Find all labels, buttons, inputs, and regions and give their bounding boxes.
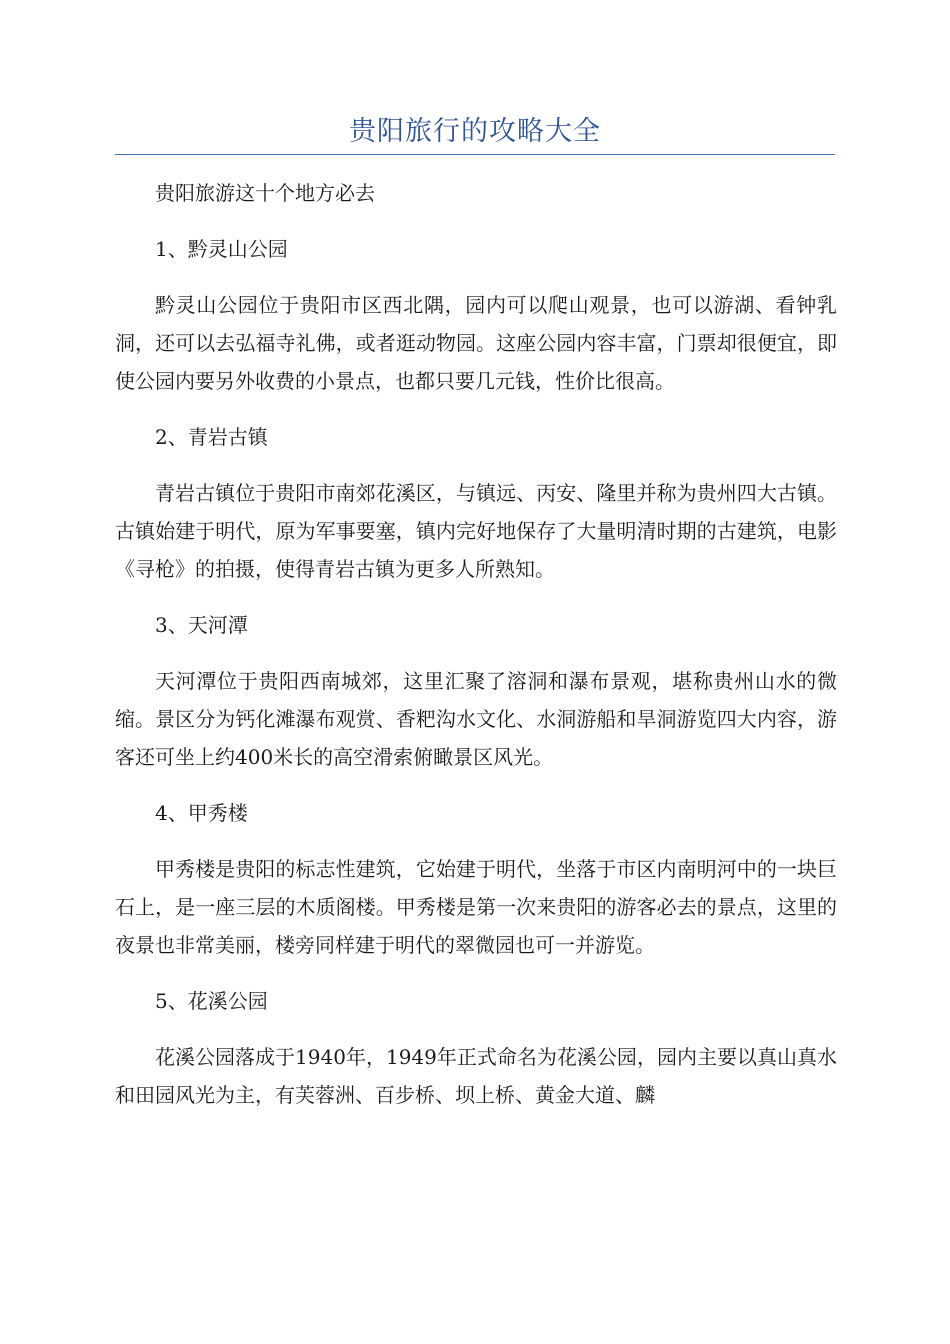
section-heading: 4、甲秀楼 xyxy=(155,801,248,825)
intro-paragraph: 贵阳旅游这十个地方必去 xyxy=(155,181,375,205)
section-paragraph: 花溪公园落成于1940年，1949年正式命名为花溪公园，园内主要以真山真水和田园风光为主，有芙蓉洲、百步桥、坝上桥、黄金大道、麟 xyxy=(115,1045,837,1107)
section-heading: 5、花溪公园 xyxy=(155,989,268,1013)
section-heading: 1、黔灵山公园 xyxy=(155,237,288,261)
title-underline xyxy=(115,154,835,155)
section-paragraph: 黔灵山公园位于贵阳市区西北隅，园内可以爬山观景，也可以游湖、看钟乳洞，还可以去弘福寺礼佛，或者逛动物园。这座公园内容丰富，门票却很便宜，即使公园内要另外收费的小景点，也都只要几元钱，性价比很高。 xyxy=(115,293,837,393)
section-heading: 3、天河潭 xyxy=(155,613,248,637)
section-paragraph: 甲秀楼是贵阳的标志性建筑，它始建于明代，坐落于市区内南明河中的一块巨石上，是一座三层的木质阁楼。甲秀楼是第一次来贵阳的游客必去的景点，这里的夜景也非常美丽，楼旁同样建于明代的翠微园也可一并游览。 xyxy=(115,857,837,957)
document-title: 贵阳旅行的攻略大全 xyxy=(349,116,601,147)
section-paragraph: 青岩古镇位于贵阳市南郊花溪区，与镇远、丙安、隆里并称为贵州四大古镇。古镇始建于明代，原为军事要塞，镇内完好地保存了大量明清时期的古建筑，电影《寻枪》的拍摄，使得青岩古镇为更多人所熟知。 xyxy=(115,481,837,581)
section-heading: 2、青岩古镇 xyxy=(155,425,268,449)
section-paragraph: 天河潭位于贵阳西南城郊，这里汇聚了溶洞和瀑布景观，堪称贵州山水的微缩。景区分为钙化滩瀑布观赏、香粑沟水文化、水洞游船和旱洞游览四大内容，游客还可坐上约400米长的高空滑索俯瞰景区风光。 xyxy=(115,669,837,769)
document-body xyxy=(115,174,837,1132)
